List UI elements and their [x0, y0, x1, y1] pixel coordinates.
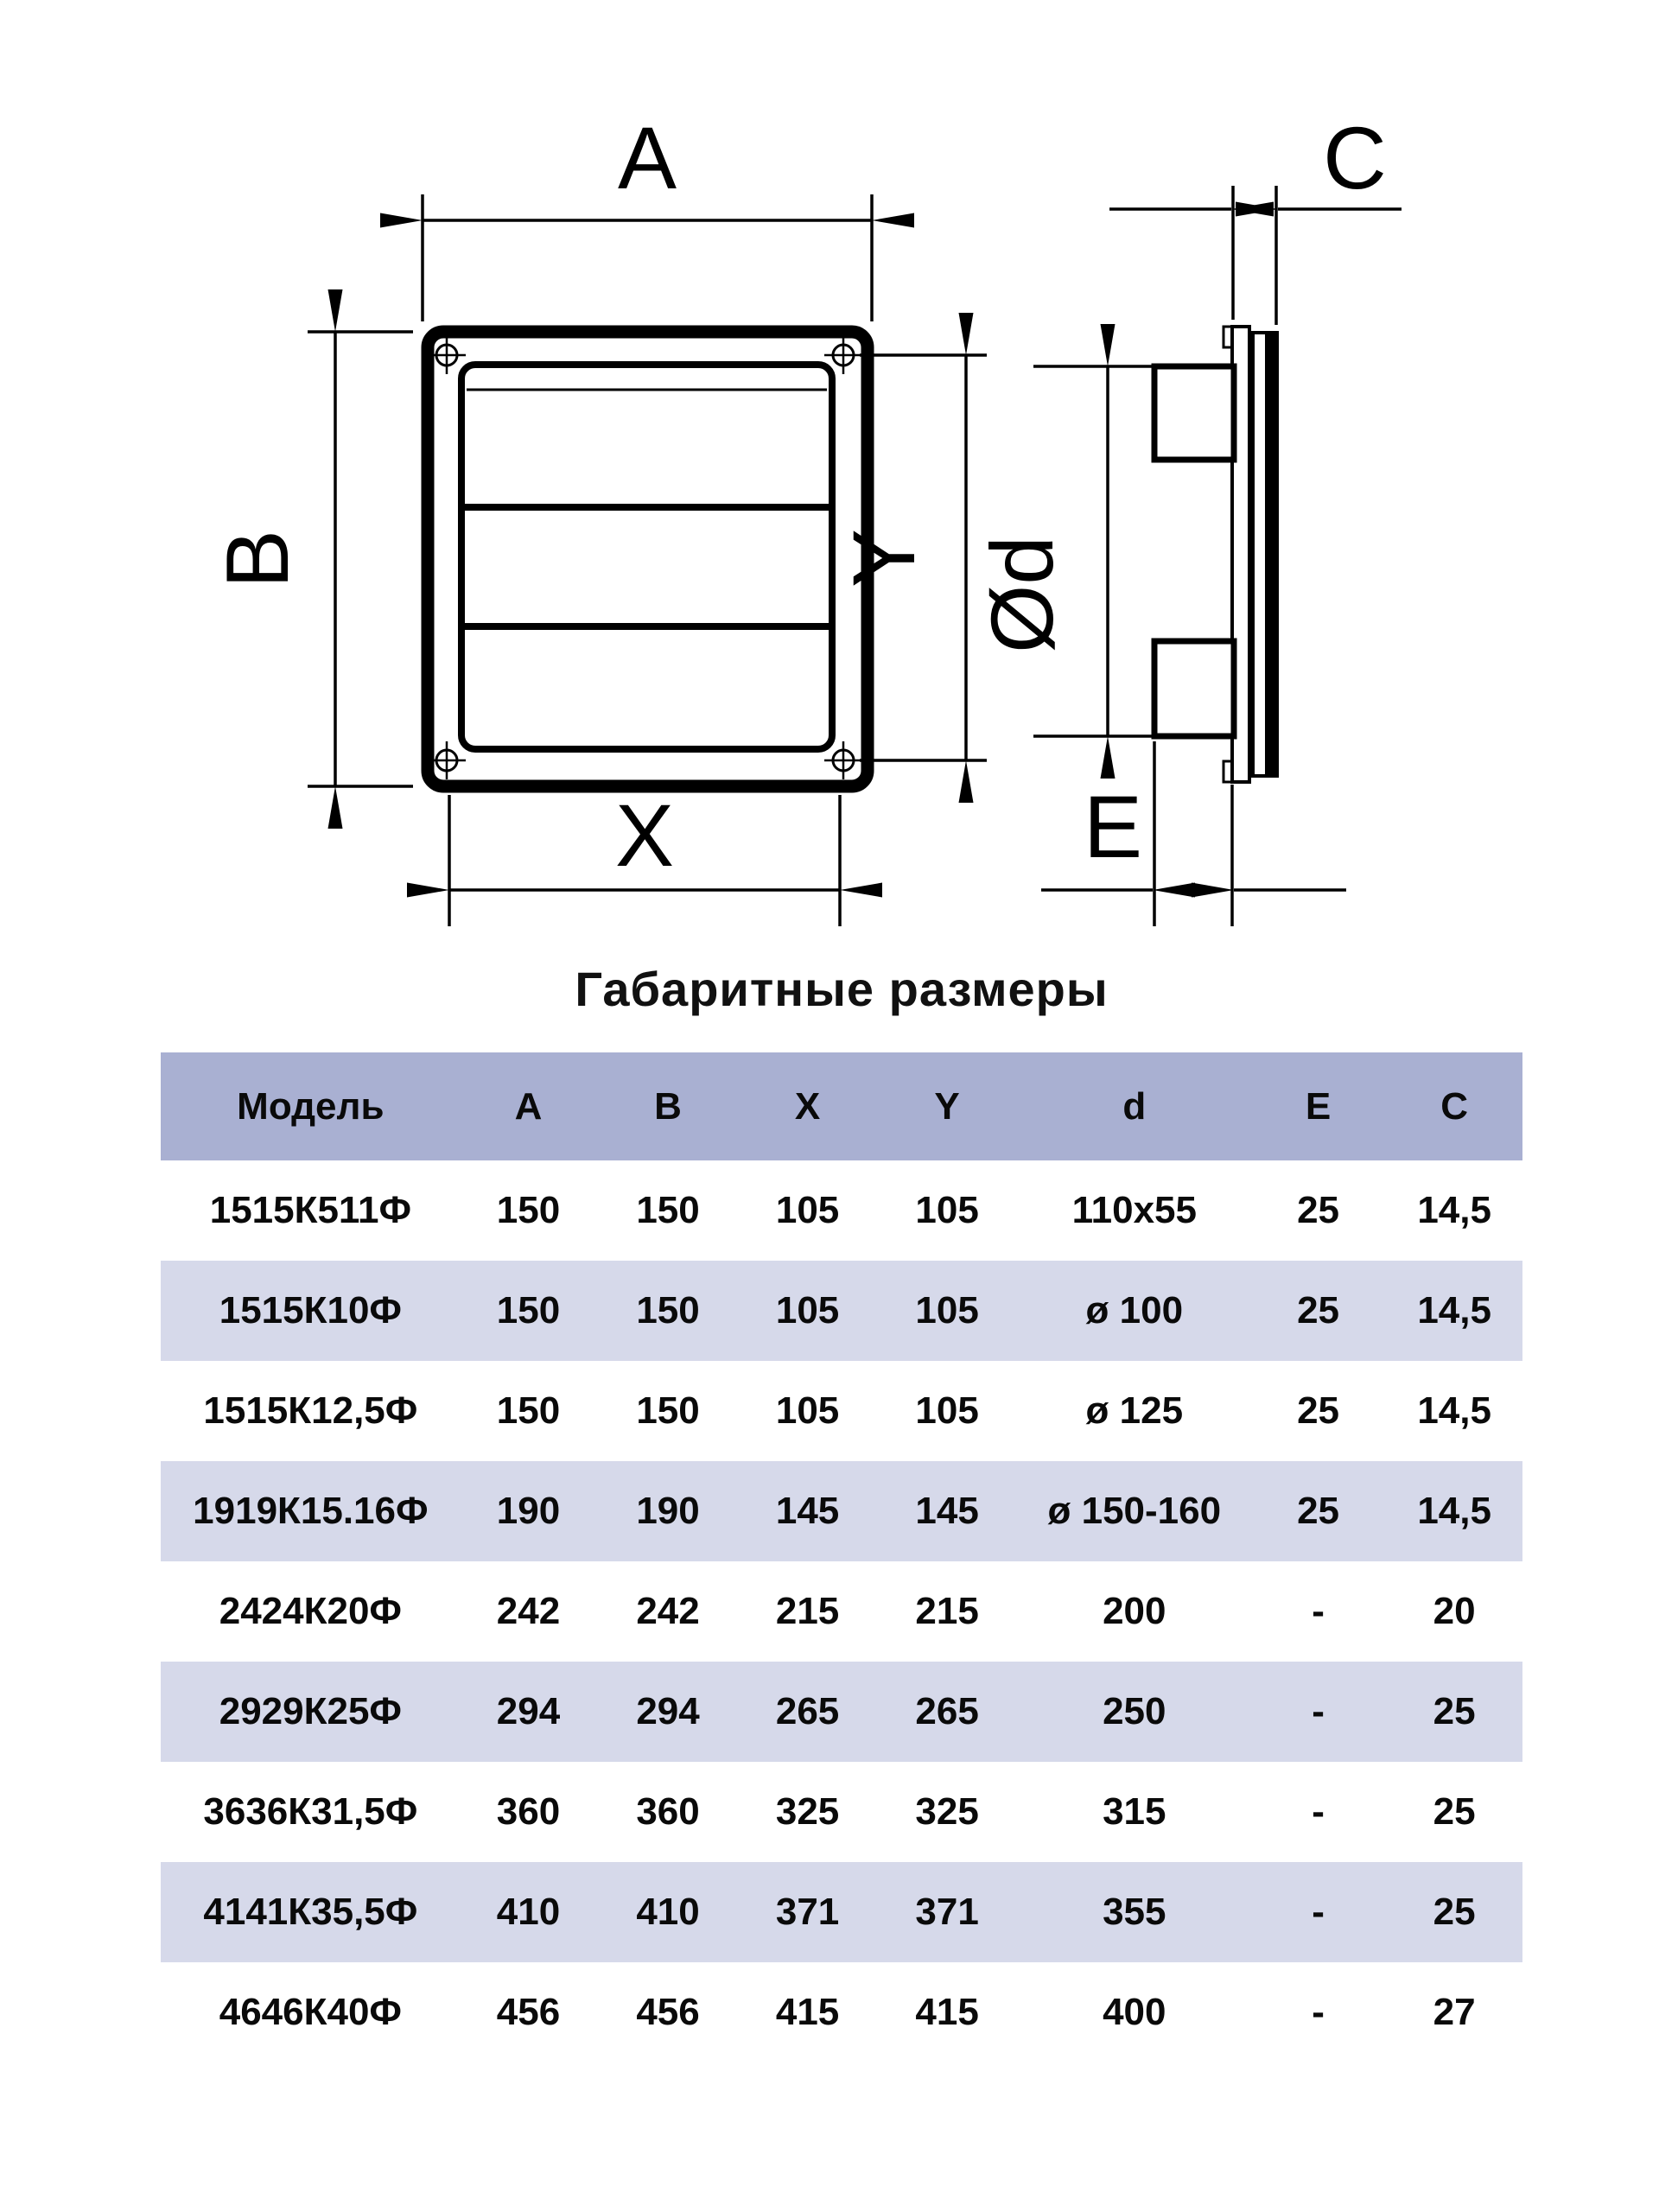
cell-d: ø 100: [1085, 1289, 1184, 1332]
dimensions-table: [161, 1052, 1522, 2063]
cell-e: 25: [1297, 1289, 1340, 1332]
table-header-row: [161, 1052, 1522, 1160]
cell-model: 4141К35,5Ф: [203, 1891, 418, 1933]
cell-model: 3636К31,5Ф: [203, 1790, 418, 1833]
cell-y: 371: [915, 1891, 979, 1933]
table-row: [161, 1662, 1522, 1762]
cell-e: -: [1312, 1690, 1325, 1732]
cell-y: 415: [915, 1991, 979, 2033]
cell-y: 145: [915, 1490, 979, 1532]
cell-d: 315: [1103, 1790, 1166, 1833]
cell-b: 360: [636, 1790, 700, 1833]
cell-d: 355: [1103, 1891, 1166, 1933]
cell-b: 456: [636, 1991, 700, 2033]
duct-collar-bottom: [1154, 641, 1234, 736]
cell-c: 25: [1433, 1790, 1476, 1833]
cell-e: 25: [1297, 1490, 1340, 1532]
cell-model: 1515К10Ф: [219, 1289, 402, 1332]
cell-x: 105: [775, 1289, 840, 1332]
cell-e: 25: [1297, 1189, 1340, 1231]
cell-model: 1515К12,5Ф: [203, 1389, 418, 1432]
cell-x: 265: [775, 1690, 840, 1732]
column-header-e: E: [1305, 1084, 1332, 1128]
table-row: [161, 1160, 1522, 1261]
cell-model: 2424К20Ф: [219, 1590, 402, 1632]
cell-d: ø 125: [1085, 1389, 1184, 1432]
dimension-A: [423, 109, 872, 321]
cell-y: 105: [915, 1289, 979, 1332]
cell-d: 250: [1103, 1690, 1166, 1732]
cell-y: 265: [915, 1690, 979, 1732]
column-header-x: X: [794, 1084, 821, 1128]
cell-c: 14,5: [1417, 1490, 1491, 1532]
cell-a: 410: [496, 1891, 561, 1933]
cell-d: 400: [1103, 1991, 1166, 2033]
cell-c: 25: [1433, 1891, 1476, 1933]
label-X: X: [614, 786, 675, 885]
dimension-E: [1041, 741, 1346, 926]
label-C: C: [1323, 109, 1387, 207]
column-header-a: A: [514, 1084, 543, 1128]
cell-b: 190: [636, 1490, 700, 1532]
cell-a: 150: [496, 1389, 561, 1432]
cell-model: 2929К25Ф: [219, 1690, 402, 1732]
dimension-X: [449, 786, 840, 926]
side-view: [1154, 327, 1277, 782]
column-header-d: d: [1122, 1084, 1147, 1128]
cell-b: 150: [636, 1289, 700, 1332]
dimension-B: [208, 332, 413, 786]
cell-d: 200: [1103, 1590, 1166, 1632]
cell-x: 415: [775, 1991, 840, 2033]
cell-c: 20: [1433, 1590, 1476, 1632]
cell-d: ø 150-160: [1047, 1490, 1222, 1532]
table-row: [161, 1862, 1522, 1962]
cell-a: 456: [496, 1991, 561, 2033]
dimension-drawing: [0, 0, 1659, 968]
cell-a: 150: [496, 1289, 561, 1332]
column-header-b: B: [654, 1084, 682, 1128]
cell-x: 371: [775, 1891, 840, 1933]
cell-c: 25: [1433, 1690, 1476, 1732]
label-B: B: [208, 529, 307, 589]
cell-b: 294: [636, 1690, 700, 1732]
cell-y: 325: [915, 1790, 979, 1833]
cell-model: 1919К15.16Ф: [193, 1490, 429, 1532]
cell-model: 4646К40Ф: [219, 1991, 402, 2033]
cell-c: 14,5: [1417, 1189, 1491, 1231]
cell-b: 242: [636, 1590, 700, 1632]
cell-a: 150: [496, 1189, 561, 1231]
cell-model: 1515К511Ф: [209, 1189, 411, 1231]
label-A: A: [617, 109, 677, 207]
cell-y: 215: [915, 1590, 979, 1632]
cell-a: 190: [496, 1490, 561, 1532]
dimension-C: [1109, 109, 1402, 325]
cell-a: 360: [496, 1790, 561, 1833]
cell-c: 27: [1433, 1991, 1476, 2033]
cell-e: -: [1312, 1590, 1325, 1632]
cell-x: 105: [775, 1389, 840, 1432]
cell-a: 242: [496, 1590, 561, 1632]
table-row: [161, 1762, 1522, 1862]
column-header-c: C: [1440, 1084, 1469, 1128]
table-title: Габаритные размеры: [575, 962, 1109, 1016]
cell-x: 325: [775, 1790, 840, 1833]
duct-collar-top: [1154, 366, 1234, 460]
table-row: [161, 1261, 1522, 1361]
cell-b: 150: [636, 1189, 700, 1231]
cell-e: -: [1312, 1891, 1325, 1933]
cell-c: 14,5: [1417, 1289, 1491, 1332]
front-face-thick-edge: [1265, 333, 1277, 776]
cell-d: 110x55: [1071, 1189, 1197, 1231]
label-E: E: [1083, 778, 1143, 876]
cell-b: 150: [636, 1389, 700, 1432]
front-view: [428, 332, 868, 786]
label-Y: Y: [835, 528, 933, 588]
cell-c: 14,5: [1417, 1389, 1491, 1432]
cell-x: 145: [775, 1490, 840, 1532]
cell-e: -: [1312, 1991, 1325, 2033]
cell-e: 25: [1297, 1389, 1340, 1432]
column-header-model: Модель: [237, 1084, 385, 1128]
table-row: [161, 1461, 1522, 1561]
cell-b: 410: [636, 1891, 700, 1933]
cell-e: -: [1312, 1790, 1325, 1833]
cell-y: 105: [915, 1389, 979, 1432]
grille-inner-panel: [461, 365, 832, 749]
dimension-d: [973, 366, 1156, 736]
cell-y: 105: [915, 1189, 979, 1231]
cell-x: 105: [775, 1189, 840, 1231]
table-row: [161, 1962, 1522, 2063]
cell-x: 215: [775, 1590, 840, 1632]
table-row: [161, 1561, 1522, 1662]
table-row: [161, 1361, 1522, 1461]
label-d: Ød: [973, 535, 1071, 654]
cell-a: 294: [496, 1690, 561, 1732]
column-header-y: Y: [934, 1084, 960, 1128]
